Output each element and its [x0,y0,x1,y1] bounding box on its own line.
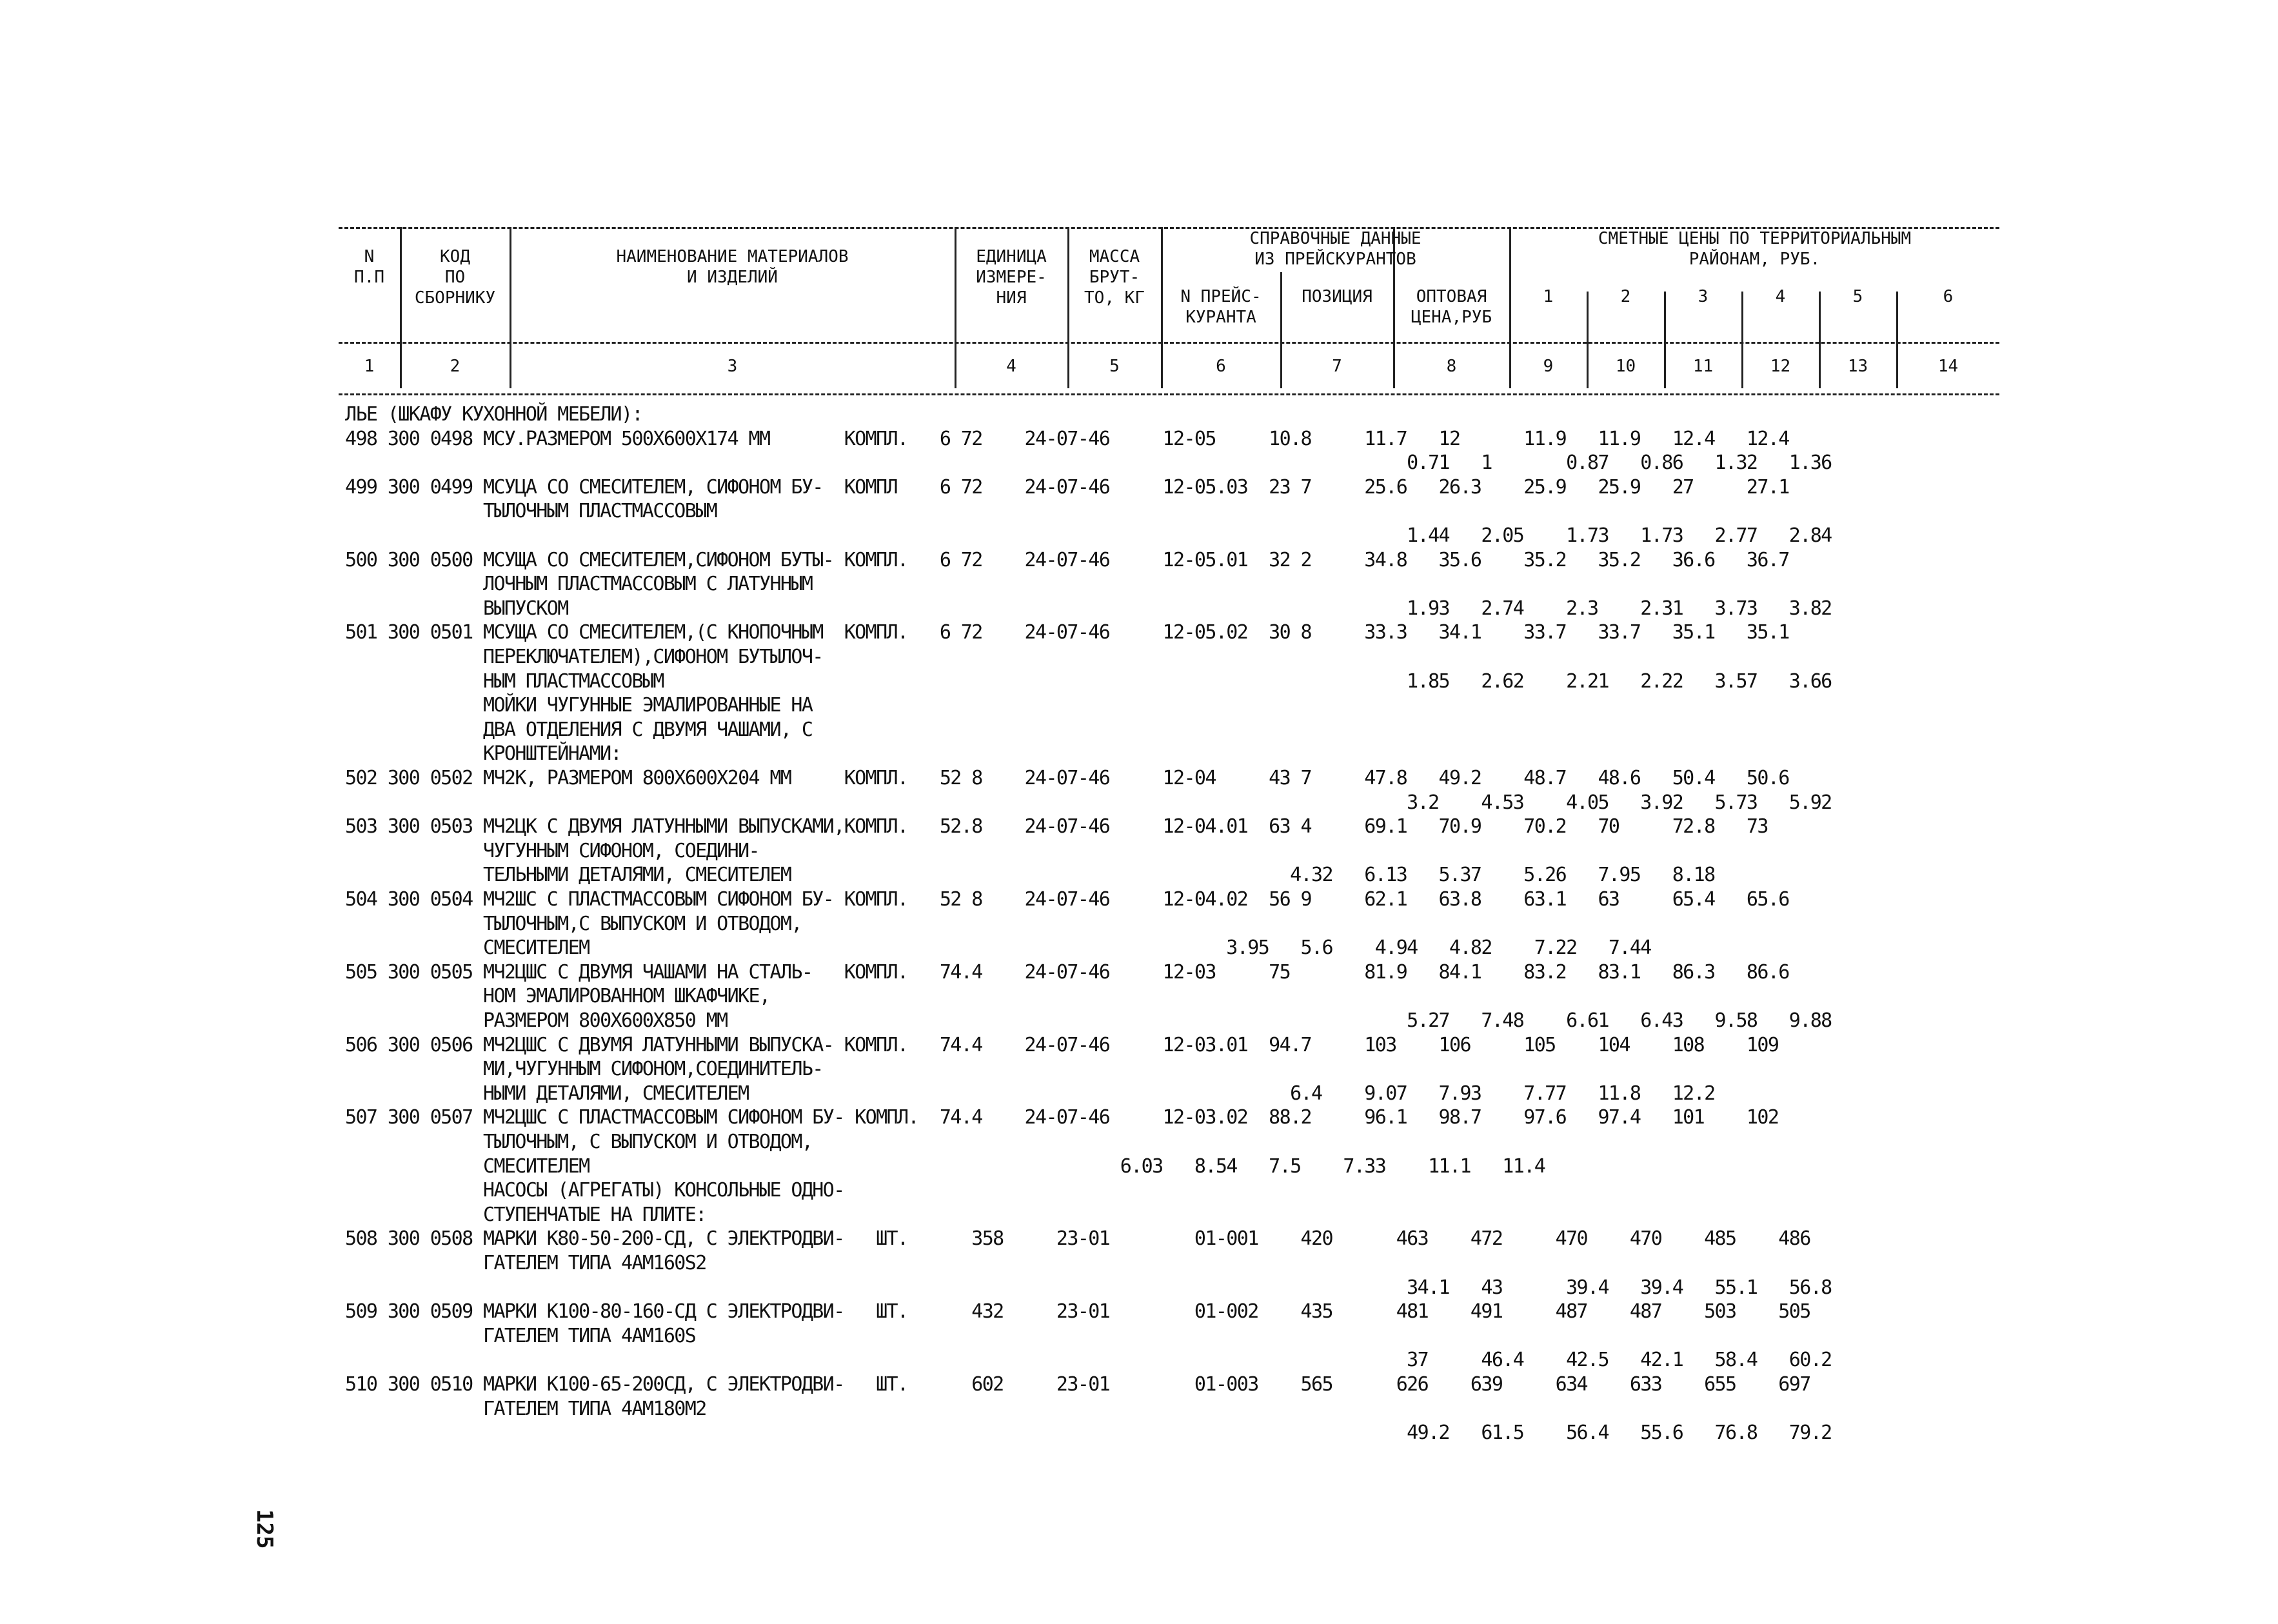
header-mass: МАССА БРУТ- ТО, КГ [1084,247,1145,308]
page-number: 125 [252,1509,277,1549]
header-bottom-rule [339,393,1999,395]
table-row: 500 300 0500 МСУЩА СО СМЕСИТЕЛЕМ,СИФОНОМ БУТЫ- КОМПЛ. 6 72 24-07-46 12-05.01 32 2 34.8 35.6 35.2 35.2 36.6 36.7 [345,548,1789,571]
header-wholesale: ОПТОВАЯ ЦЕНА,РУБ [1411,287,1492,327]
table-row: ГАТЕЛЕМ ТИПА 4АМ160S2 [345,1252,706,1274]
table-row: ЛОЧНЫМ ПЛАСТМАССОВЫМ С ЛАТУННЫМ [345,573,813,596]
table-row: МОЙКИ ЧУГУННЫЕ ЭМАЛИРОВАННЫЕ НА [345,694,813,717]
table-row: 510 300 0510 МАРКИ К100-65-200СД, С ЭЛЕКТРОДВИ- ШТ. 602 23-01 01-003 565 626 639 634 633 655 697 [345,1373,1810,1396]
table-row: ТЫЛОЧНЫМ, С ВЫПУСКОМ И ОТВОДОМ, [345,1131,813,1153]
table-row: 508 300 0508 МАРКИ К80-50-200-СД, С ЭЛЕКТРОДВИ- ШТ. 358 23-01 01-001 420 463 472 470 470 485 486 [345,1227,1810,1251]
header-mid-rule [339,342,1999,344]
header-unit: ЕДИНИЦА ИЗМЕРЕ- НИЯ [976,247,1047,308]
header-region: 2 [1620,287,1631,306]
col-number: 12 [1770,357,1791,376]
table-row: 507 300 0507 МЧ2ЦШС С ПЛАСТМАССОВЫМ СИФОНОМ БУ- КОМПЛ. 74.4 24-07-46 12-03.02 88.2 96.1 98.7 97.6 97.4 101 102 [345,1106,1779,1129]
table-row: 37 46.4 42.5 42.1 58.4 60.2 [345,1349,1832,1372]
table-row: 1.44 2.05 1.73 1.73 2.77 2.84 [345,524,1832,547]
table-row: СТУПЕНЧАТЫЕ НА ПЛИТЕ: [345,1203,706,1226]
col-number: 8 [1446,357,1457,376]
table-row: ТЫЛОЧНЫМ,С ВЫПУСКОМ И ОТВОДОМ, [345,912,802,935]
table-row: ТЕЛЬНЫМИ ДЕТАЛЯМИ, СМЕСИТЕЛЕМ 4.32 6.13 5.37 5.26 7.95 8.18 [345,864,1715,887]
table-header [339,227,1999,395]
header-num: N П.П [354,247,384,287]
col-number: 9 [1543,357,1554,376]
header-region: 5 [1852,287,1863,306]
table-row: НЫМ ПЛАСТМАССОВЫМ 1.85 2.62 2.21 2.22 3.57 3.66 [345,669,1832,693]
table-row: 34.1 43 39.4 39.4 55.1 56.8 [345,1276,1832,1299]
table-row: 505 300 0505 МЧ2ЦШС С ДВУМЯ ЧАШАМИ НА СТАЛЬ- КОМПЛ. 74.4 24-07-46 12-03 75 81.9 84.1 83.2 83.1 86.3 86.6 [345,960,1789,984]
header-region: 6 [1943,287,1954,306]
col-number: 4 [1006,357,1016,376]
col-number: 7 [1332,357,1342,376]
table-row: ПЕРЕКЛЮЧАТЕЛЕМ),СИФОНОМ БУТЫЛОЧ- [345,646,823,668]
table-row: 49.2 61.5 56.4 55.6 76.8 79.2 [345,1421,1832,1445]
col-number: 1 [364,357,375,376]
table-row: НАСОСЫ (АГРЕГАТЫ) КОНСОЛЬНЫЕ ОДНО- [345,1179,844,1202]
header-pricelist: N ПРЕЙС- КУРАНТА [1180,287,1262,327]
table-row: 504 300 0504 МЧ2ШС С ПЛАСТМАССОВЫМ СИФОНОМ БУ- КОМПЛ. 52 8 24-07-46 12-04.02 56 9 62.1 63.8 63.1 63 65.4 65.6 [345,888,1789,911]
col-number: 14 [1937,357,1959,376]
table-row: КРОНШТЕЙНАМИ: [345,742,621,766]
table-row: СМЕСИТЕЛЕМ 6.03 8.54 7.5 7.33 11.1 11.4 [345,1154,1545,1178]
header-region: 4 [1775,287,1786,306]
table-row: 502 300 0502 МЧ2К, РАЗМЕРОМ 800X600X204 ММ КОМПЛ. 52 8 24-07-46 12-04 43 7 47.8 49.2 48.7 48.6 50.4 50.6 [345,767,1789,789]
header-code: КОД ПО СБОРНИКУ [414,247,496,308]
header-region: 1 [1543,287,1554,306]
table-row: СМЕСИТЕЛЕМ 3.95 5.6 4.94 4.82 7.22 7.44 [345,936,1651,960]
header-ref-group: СПРАВОЧНЫЕ ДАННЫЕ ИЗ ПРЕЙСКУРАНТОВ [1249,229,1421,269]
table-row: ДВА ОТДЕЛЕНИЯ С ДВУМЯ ЧАШАМИ, С [345,718,813,741]
table-row: ВЫПУСКОМ 1.93 2.74 2.3 2.31 3.73 3.82 [345,597,1832,620]
col-number: 3 [727,357,738,376]
table-row: НЫМИ ДЕТАЛЯМИ, СМЕСИТЕЛЕМ 6.4 9.07 7.93 7.77 11.8 12.2 [345,1082,1715,1105]
table-row: 3.2 4.53 4.05 3.92 5.73 5.92 [345,791,1832,814]
header-price-group: СМЕТНЫЕ ЦЕНЫ ПО ТЕРРИТОРИАЛЬНЫМ РАЙОНАМ, РУБ. [1598,229,1912,269]
header-position: ПОЗИЦИЯ [1302,287,1372,306]
table-row: 0.71 1 0.87 0.86 1.32 1.36 [345,451,1832,475]
col-number: 6 [1216,357,1226,376]
table-row: 506 300 0506 МЧ2ЦШС С ДВУМЯ ЛАТУННЫМИ ВЫПУСКА- КОМПЛ. 74.4 24-07-46 12-03.01 94.7 103 106 105 104 108 109 [345,1033,1779,1056]
header-name: НАИМЕНОВАНИЕ МАТЕРИАЛОВ И ИЗДЕЛИЙ [616,247,849,287]
table-row: НОМ ЭМАЛИРОВАННОМ ШКАФЧИКЕ, [345,985,770,1008]
table-row: ГАТЕЛЕМ ТИПА 4АМ160S [345,1324,696,1347]
table-row: ЧУГУННЫМ СИФОНОМ, СОЕДИНИ- [345,839,759,862]
table-row: ТЫЛОЧНЫМ ПЛАСТМАССОВЫМ [345,500,717,523]
col-number: 5 [1109,357,1120,376]
table-row: 498 300 0498 МСУ.РАЗМЕРОМ 500X600X174 ММ КОМПЛ. 6 72 24-07-46 12-05 10.8 11.7 12 11.9 11.9 12.4 12.4 [345,427,1789,450]
table-row: ЛЬЕ (ШКАФУ КУХОННОЙ МЕБЕЛИ): [345,403,642,426]
table-row: 501 300 0501 МСУЩА СО СМЕСИТЕЛЕМ,(С КНОПОЧНЫМ КОМПЛ. 6 72 24-07-46 12-05.02 30 8 33.3 34.1 33.7 33.7 35.1 35.1 [345,621,1789,644]
col-number: 13 [1847,357,1868,376]
table-row: РАЗМЕРОМ 800X600X850 ММ 5.27 7.48 6.61 6.43 9.58 9.88 [345,1009,1832,1032]
col-number: 2 [450,357,461,376]
table-row: МИ,ЧУГУННЫМ СИФОНОМ,СОЕДИНИТЕЛЬ- [345,1058,823,1081]
col-number: 11 [1692,357,1714,376]
table-row: 499 300 0499 МСУЦА СО СМЕСИТЕЛЕМ, СИФОНОМ БУ- КОМПЛ 6 72 24-07-46 12-05.03 23 7 25.6 26.3 25.9 25.9 27 27.1 [345,475,1789,499]
table-row: 503 300 0503 МЧ2ЦК С ДВУМЯ ЛАТУННЫМИ ВЫПУСКАМИ,КОМПЛ. 52.8 24-07-46 12-04.01 63 4 69.1 70.9 70.2 70 72.8 73 [345,815,1768,838]
table-row: ГАТЕЛЕМ ТИПА 4АМ180М2 [345,1397,706,1420]
table-row: 509 300 0509 МАРКИ К100-80-160-СД С ЭЛЕКТРОДВИ- ШТ. 432 23-01 01-002 435 481 491 487 487 503 505 [345,1300,1810,1323]
header-region: 3 [1698,287,1708,306]
col-number: 10 [1615,357,1636,376]
